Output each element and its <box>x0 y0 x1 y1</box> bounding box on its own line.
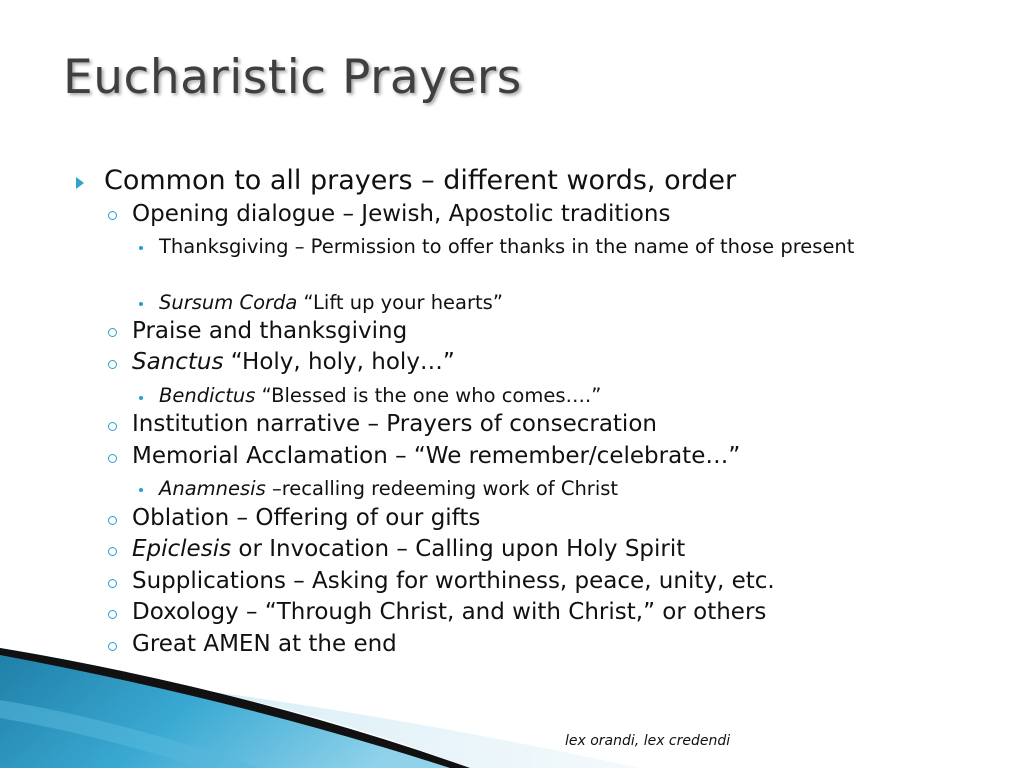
circle-bullet-icon <box>108 454 117 463</box>
outline-item-thanksgiving: Thanksgiving – Permission to offer thanks in the name of those present <box>159 235 855 258</box>
outline-item-anamnesis <box>159 477 618 500</box>
outline-item-oblation: Oblation – Offering of our gifts <box>132 505 481 531</box>
outline-item-epiclesis <box>132 536 685 562</box>
triangle-bullet-icon <box>76 177 84 189</box>
circle-bullet-icon <box>108 328 117 337</box>
circle-bullet-icon <box>108 360 117 369</box>
sanctus-text: “Holy, holy, holy…” <box>223 349 455 375</box>
circle-bullet-icon <box>108 516 117 525</box>
dot-bullet-icon <box>139 396 143 400</box>
circle-bullet-icon <box>108 642 117 651</box>
circle-bullet-icon <box>108 547 117 556</box>
outline-item-supplications: Supplications – Asking for worthiness, peace, unity, etc. <box>132 568 775 594</box>
outline-item-bendictus <box>159 384 601 407</box>
circle-bullet-icon <box>108 579 117 588</box>
sursum-corda-term: Sursum Corda <box>159 291 298 314</box>
outline-item-praise: Praise and thanksgiving <box>132 318 408 344</box>
epiclesis-term: Epiclesis <box>132 536 232 562</box>
outline-item-institution: Institution narrative – Prayers of consecration <box>132 411 657 437</box>
sursum-corda-text: “Lift up your hearts” <box>297 291 503 314</box>
outline-item-opening: Opening dialogue – Jewish, Apostolic traditions <box>132 201 671 227</box>
bendictus-term: Bendictus <box>159 384 256 407</box>
outline-item-doxology: Doxology – “Through Christ, and with Christ,” or others <box>132 599 767 625</box>
circle-bullet-icon <box>108 211 117 220</box>
epiclesis-text: or Invocation – Calling upon Holy Spirit <box>231 536 686 562</box>
slide-title: Eucharistic Prayers <box>63 50 522 105</box>
outline-item-sanctus <box>132 349 455 375</box>
circle-bullet-icon <box>108 422 117 431</box>
circle-bullet-icon <box>108 610 117 619</box>
bendictus-text: “Blessed is the one who comes….” <box>255 384 602 407</box>
sanctus-term: Sanctus <box>132 349 224 375</box>
outline-item-memorial: Memorial Acclamation – “We remember/celebrate…” <box>132 443 741 469</box>
anamnesis-term: Anamnesis <box>159 477 266 500</box>
outline-item-sursum <box>159 291 503 314</box>
dot-bullet-icon <box>139 302 143 306</box>
footer-motto: lex orandi, lex credendi <box>565 733 731 749</box>
dot-bullet-icon <box>139 488 143 492</box>
outline-item-amen: Great AMEN at the end <box>132 631 397 657</box>
outline-item-common: Common to all prayers – different words, order <box>104 165 737 196</box>
anamnesis-text: –recalling redeeming work of Christ <box>265 477 619 500</box>
dot-bullet-icon <box>139 246 143 250</box>
